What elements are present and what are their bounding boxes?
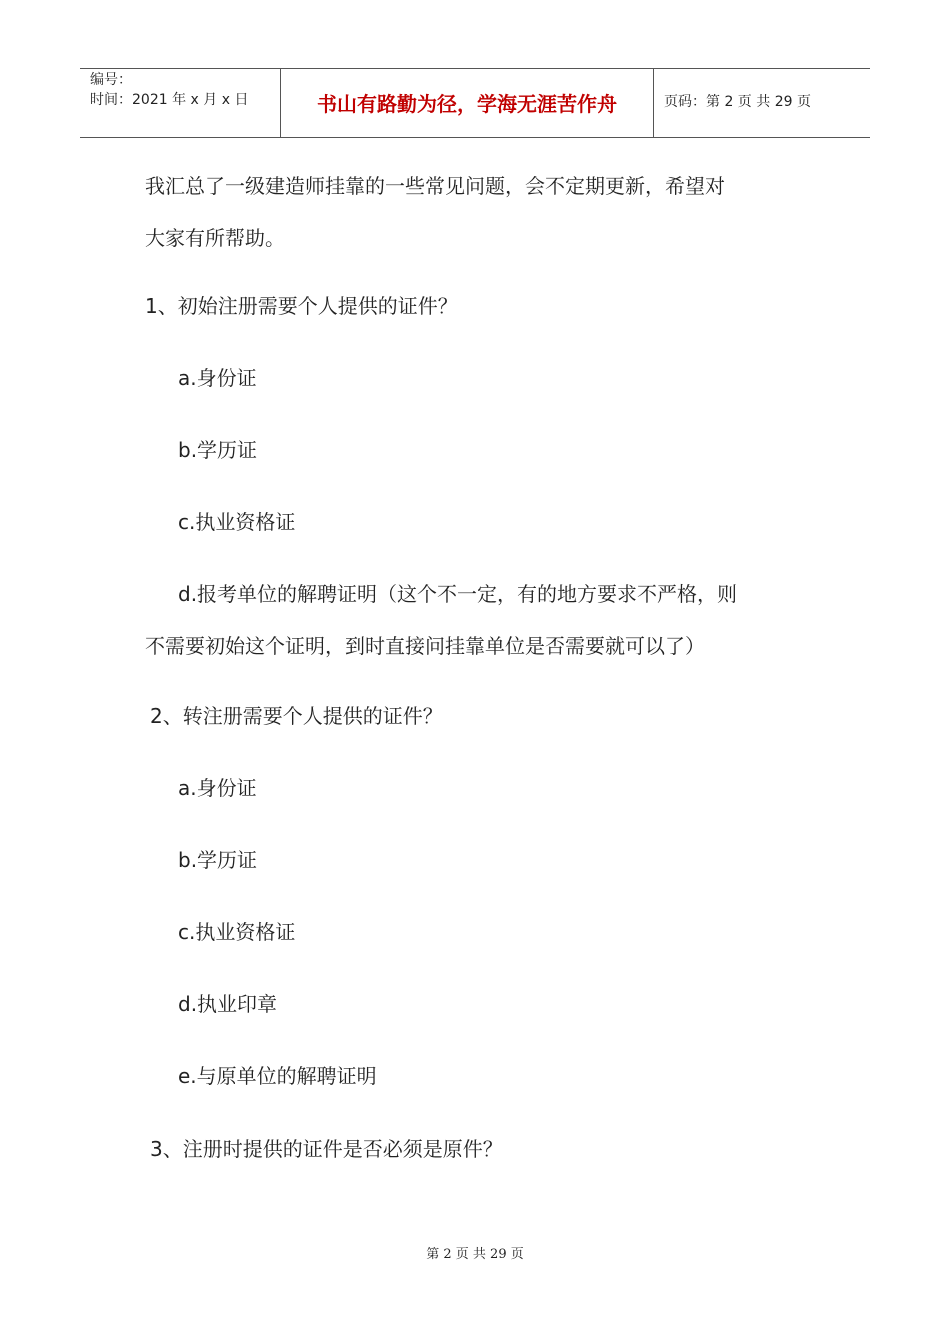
q2-item-d: d.执业印章	[178, 992, 278, 1016]
q2-item-c: c.执业资格证	[178, 920, 296, 944]
header-motto: 书山有路勤为径，学海无涯苦作舟	[317, 92, 617, 116]
q2-item-a: a.身份证	[178, 776, 257, 800]
header-meta-cell	[80, 69, 281, 137]
q2-item-b: b.学历证	[178, 848, 258, 872]
q1-item-d-continued: 不需要初始这个证明，到时直接问挂靠单位是否需要就可以了）	[145, 634, 705, 658]
question-1: 1、初始注册需要个人提供的证件？	[145, 294, 458, 318]
page-footer: 第 2 页 共 29 页	[426, 1247, 524, 1262]
header-motto-cell	[281, 69, 654, 137]
header-page-cell	[654, 69, 870, 137]
q1-item-b: b.学历证	[178, 438, 258, 462]
question-3: 3、注册时提供的证件是否必须是原件？	[150, 1137, 503, 1161]
q1-item-c: c.执业资格证	[178, 510, 296, 534]
question-2: 2、转注册需要个人提供的证件？	[150, 704, 443, 728]
header-page-info: 页码：第 2 页 共 29 页	[664, 94, 811, 110]
q1-item-a: a.身份证	[178, 366, 257, 390]
intro-line-2: 大家有所帮助。	[145, 226, 285, 250]
page-header	[80, 68, 870, 138]
document-date: 时间：2021 年 x 月 x 日	[90, 92, 249, 108]
document-code: 编号：	[90, 72, 132, 88]
q1-item-d: d.报考单位的解聘证明（这个不一定，有的地方要求不严格，则	[178, 582, 738, 606]
intro-line-1: 我汇总了一级建造师挂靠的一些常见问题，会不定期更新，希望对	[145, 174, 725, 198]
q2-item-e: e.与原单位的解聘证明	[178, 1064, 377, 1088]
